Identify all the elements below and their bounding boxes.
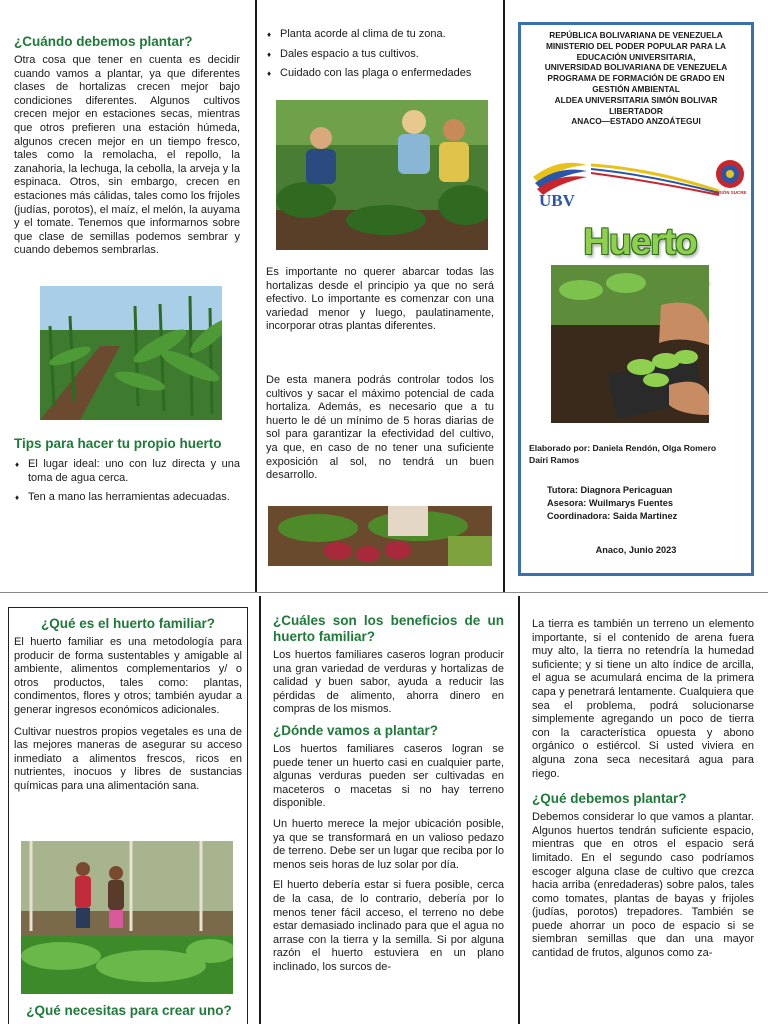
- paragraph-definition: El huerto familiar es una metodología para producir de forma sustentables y amigable al ambiente, alimentos complementarios y/ o otros productos, tales como: plantas, condimentos, flores y otros; también ayudar a generar ingresos económicos adicionales.: [14, 636, 242, 716]
- paragraph-where-3: El huerto debería estar si fuera posible, cerca de la casa, de lo contrario, debería por lo menos tener fácil acceso, el terreno no debe estar demasiado inclinado para que el agua no arrase con la tierra y la semilla. Si por alguna razón el huerto estuviera en un plano inclinado, los surcos de-: [273, 879, 504, 973]
- greenhouse-photo: [21, 841, 233, 994]
- paragraph-where-2: Un huerto merece la mejor ubicación posible, ya que se transformará en un valioso pedazo de terreno. Debe ser un lugar que reciba por lo menos seis horas de luz solar por día.: [273, 817, 504, 871]
- paragraph-sun-hours: De esta manera podrás controlar todos los cultivos y sacar el máximo potencial de cada hortaliza. Además, es necesario que a tu huerto le dé un mínimo de 5 horas diarias de sol para garantizar la efectividad del cultivo, ya que, en caso de no tener una suficiente exposición al sol, no tendrá un buen desarrollo.: [266, 374, 494, 482]
- panel-when-to-plant: [14, 34, 240, 554]
- cover-header-line: MINISTERIO DEL PODER POPULAR PARA LA: [545, 40, 727, 51]
- paragraph-benefits: Los huertos familiares caseros logran producir una gran variedad de verduras y hortalizas de calidad y buen sabor, ayuda a reducir las pérdidas de alimento, ahorra dinero en compras de los mismos.: [273, 649, 504, 716]
- paragraph-start-small: Es importante no querer abarcar todas las hortalizas desde el principio ya que no será efectivo. Lo importante es comenzar con una variedad menor y luego, paulatinamente, incorporar otras plantas diferentes.: [266, 266, 494, 333]
- cover-tutora: Tutora: Diagnora Pericaguan: [547, 485, 673, 495]
- cover-date: Anaco, Junio 2023: [595, 545, 677, 555]
- heading-benefits: ¿Cuáles son los beneficios de un huerto familiar?: [273, 613, 504, 644]
- list-item: ♦ Dales espacio a tus cultivos.: [280, 48, 494, 62]
- panel-soil-and-what-to-plant: [532, 618, 754, 1024]
- cover-header-line: PROGRAMA DE FORMACIÓN DE GRADO EN: [547, 73, 725, 84]
- heading-what-you-need: ¿Qué necesitas para crear uno?: [26, 1003, 232, 1018]
- cover-header-line: ALDEA UNIVERSITARIA SIMÓN BOLIVAR: [554, 94, 718, 105]
- paragraph-grow-own: Cultivar nuestros propios vegetales es una de las mejores maneras de asegurar su acceso inmediato a alimentos frescos, ricos en nutrientes, inocuos y libres de sustancias químicas para una alimentación sana.: [14, 725, 242, 792]
- panel-divider: [0, 592, 768, 593]
- panel-divider: [503, 0, 505, 592]
- panel-divider: [259, 596, 261, 1024]
- paragraph-soil: La tierra es también un terreno un elemento importante, si el contenido de arena fuera muy alto, la tierra no retendría la humedad suficiente; y si tiene un alto índice de arcilla, el agua se acumulará encima de la primera capa y penetrará lentamente. Cualquiera que sea el problema, podrá solucionarse simplemente agregando un poco de tierra con la característica opuesta y abono orgánico o estiércol. Si usted viviera en alguna zona seca necesitará agua para riego.: [532, 618, 754, 780]
- panel-divider: [518, 596, 520, 1024]
- cover-header-line: UNIVERSIDAD BOLIVARIANA DE VENEZUELA: [544, 62, 728, 73]
- brochure-title: Huerto: [583, 221, 697, 262]
- mision-sucre-logo: [713, 157, 747, 201]
- cover-header-line: EDUCACIÓN UNIVERSITARIA,: [576, 51, 696, 62]
- cornfield-photo: [40, 286, 222, 420]
- cover-authors: Dairi Ramos: [529, 454, 580, 465]
- seedling-tray-photo: [551, 265, 709, 423]
- cover-asesora: Asesora: Wuilmarys Fuentes: [547, 498, 673, 508]
- tricolor-swoosh: [591, 161, 721, 197]
- cover-panel: [518, 22, 754, 576]
- paragraph-when-to-plant: Otra cosa que tener en cuenta es decidir cuando vamos a plantar, ya que diferentes clases de hortalizas crecen mejor bajo condiciones diferentes. Algunos cultivos crecen mejor en estaciones secas, mientras que otros prefieren una estación húmeda, algunos crecen mejor en un tiempo fresco, tales como la remolacha, el repollo, la zanahoria, la lechuga, la cebolla, la arveja y la espinaca. Otros, sin embargo, crecen en estaciones más cálidas, tales como los frijoles (judías, porotos), el maíz, el melón, la auyama y el tomate. Tenemos que informarnos sobre que clase de semillas podemos sembrar y cuando debemos sembrarlas.: [14, 54, 240, 257]
- cover-coordinadora: Coordinadora: Saida Martinez: [547, 511, 678, 521]
- list-item: ♦ El lugar ideal: uno con luz directa y una toma de agua cerca.: [28, 458, 240, 485]
- paragraph-what-to-plant: Debemos considerar lo que vamos a plantar. Algunos huertos tendrán suficiente espacio, mientras que en otros el espacio será limitado. En el segundo caso podríamos escoger alguna clase de cultivo que crezca hacia arriba (enredaderas) sobre palos, tales como tomates, plantas de bayas y frijoles (judías, porotos) trepadores. También se puede ahorrar un poco de espacio si se siembran semillas que dan una mayor cantidad de frutos, algunos como za-: [532, 811, 754, 960]
- heading-when-to-plant: ¿Cuándo debemos plantar?: [14, 34, 193, 49]
- heading-what-to-plant: ¿Qué debemos plantar?: [532, 791, 687, 807]
- cover-header-line: ANACO—ESTADO ANZOÁTEGUI: [571, 116, 701, 127]
- ubv-logo: [529, 153, 591, 209]
- harvest-vegetables-photo: [268, 506, 492, 566]
- heading-tips: Tips para hacer tu propio huerto: [14, 436, 222, 451]
- list-item: ♦ Planta acorde al clima de tu zona.: [280, 28, 494, 42]
- panel-tips-continued: [266, 28, 494, 573]
- list-item: ♦ Ten a mano las herramientas adecuadas.: [28, 491, 240, 505]
- panel-divider: [255, 0, 257, 592]
- panel-what-is-it: [8, 607, 248, 1024]
- heading-where-to-plant: ¿Dónde vamos a plantar?: [273, 722, 439, 738]
- panel-benefits: [273, 613, 504, 1024]
- list-item: ♦ Cuidado con las plaga o enfermedades: [280, 67, 494, 81]
- ubv-logo-text: UBV: [539, 191, 575, 210]
- cover-header-line: GESTIÓN AMBIENTAL: [592, 83, 680, 94]
- heading-what-is-garden: ¿Qué es el huerto familiar?: [40, 616, 216, 631]
- family-gardening-photo: [276, 100, 488, 250]
- paragraph-where-1: Los huertos familiares caseros logran se puede tener un huerto casi en cualquier parte, algunas verduras pueden ser cultivadas en maceteros o macetas si no hay terreno disponible.: [273, 742, 504, 810]
- cover-header-line: LIBERTADOR: [609, 105, 663, 116]
- cover-header-line: REPÚBLICA BOLIVARIANA DE VENEZUELA: [549, 30, 723, 40]
- cover-authors: Elaborado por: Daniela Rendón, Olga Romero: [529, 443, 717, 453]
- mision-sucre-text: MISIÓN SUCRE: [713, 190, 747, 195]
